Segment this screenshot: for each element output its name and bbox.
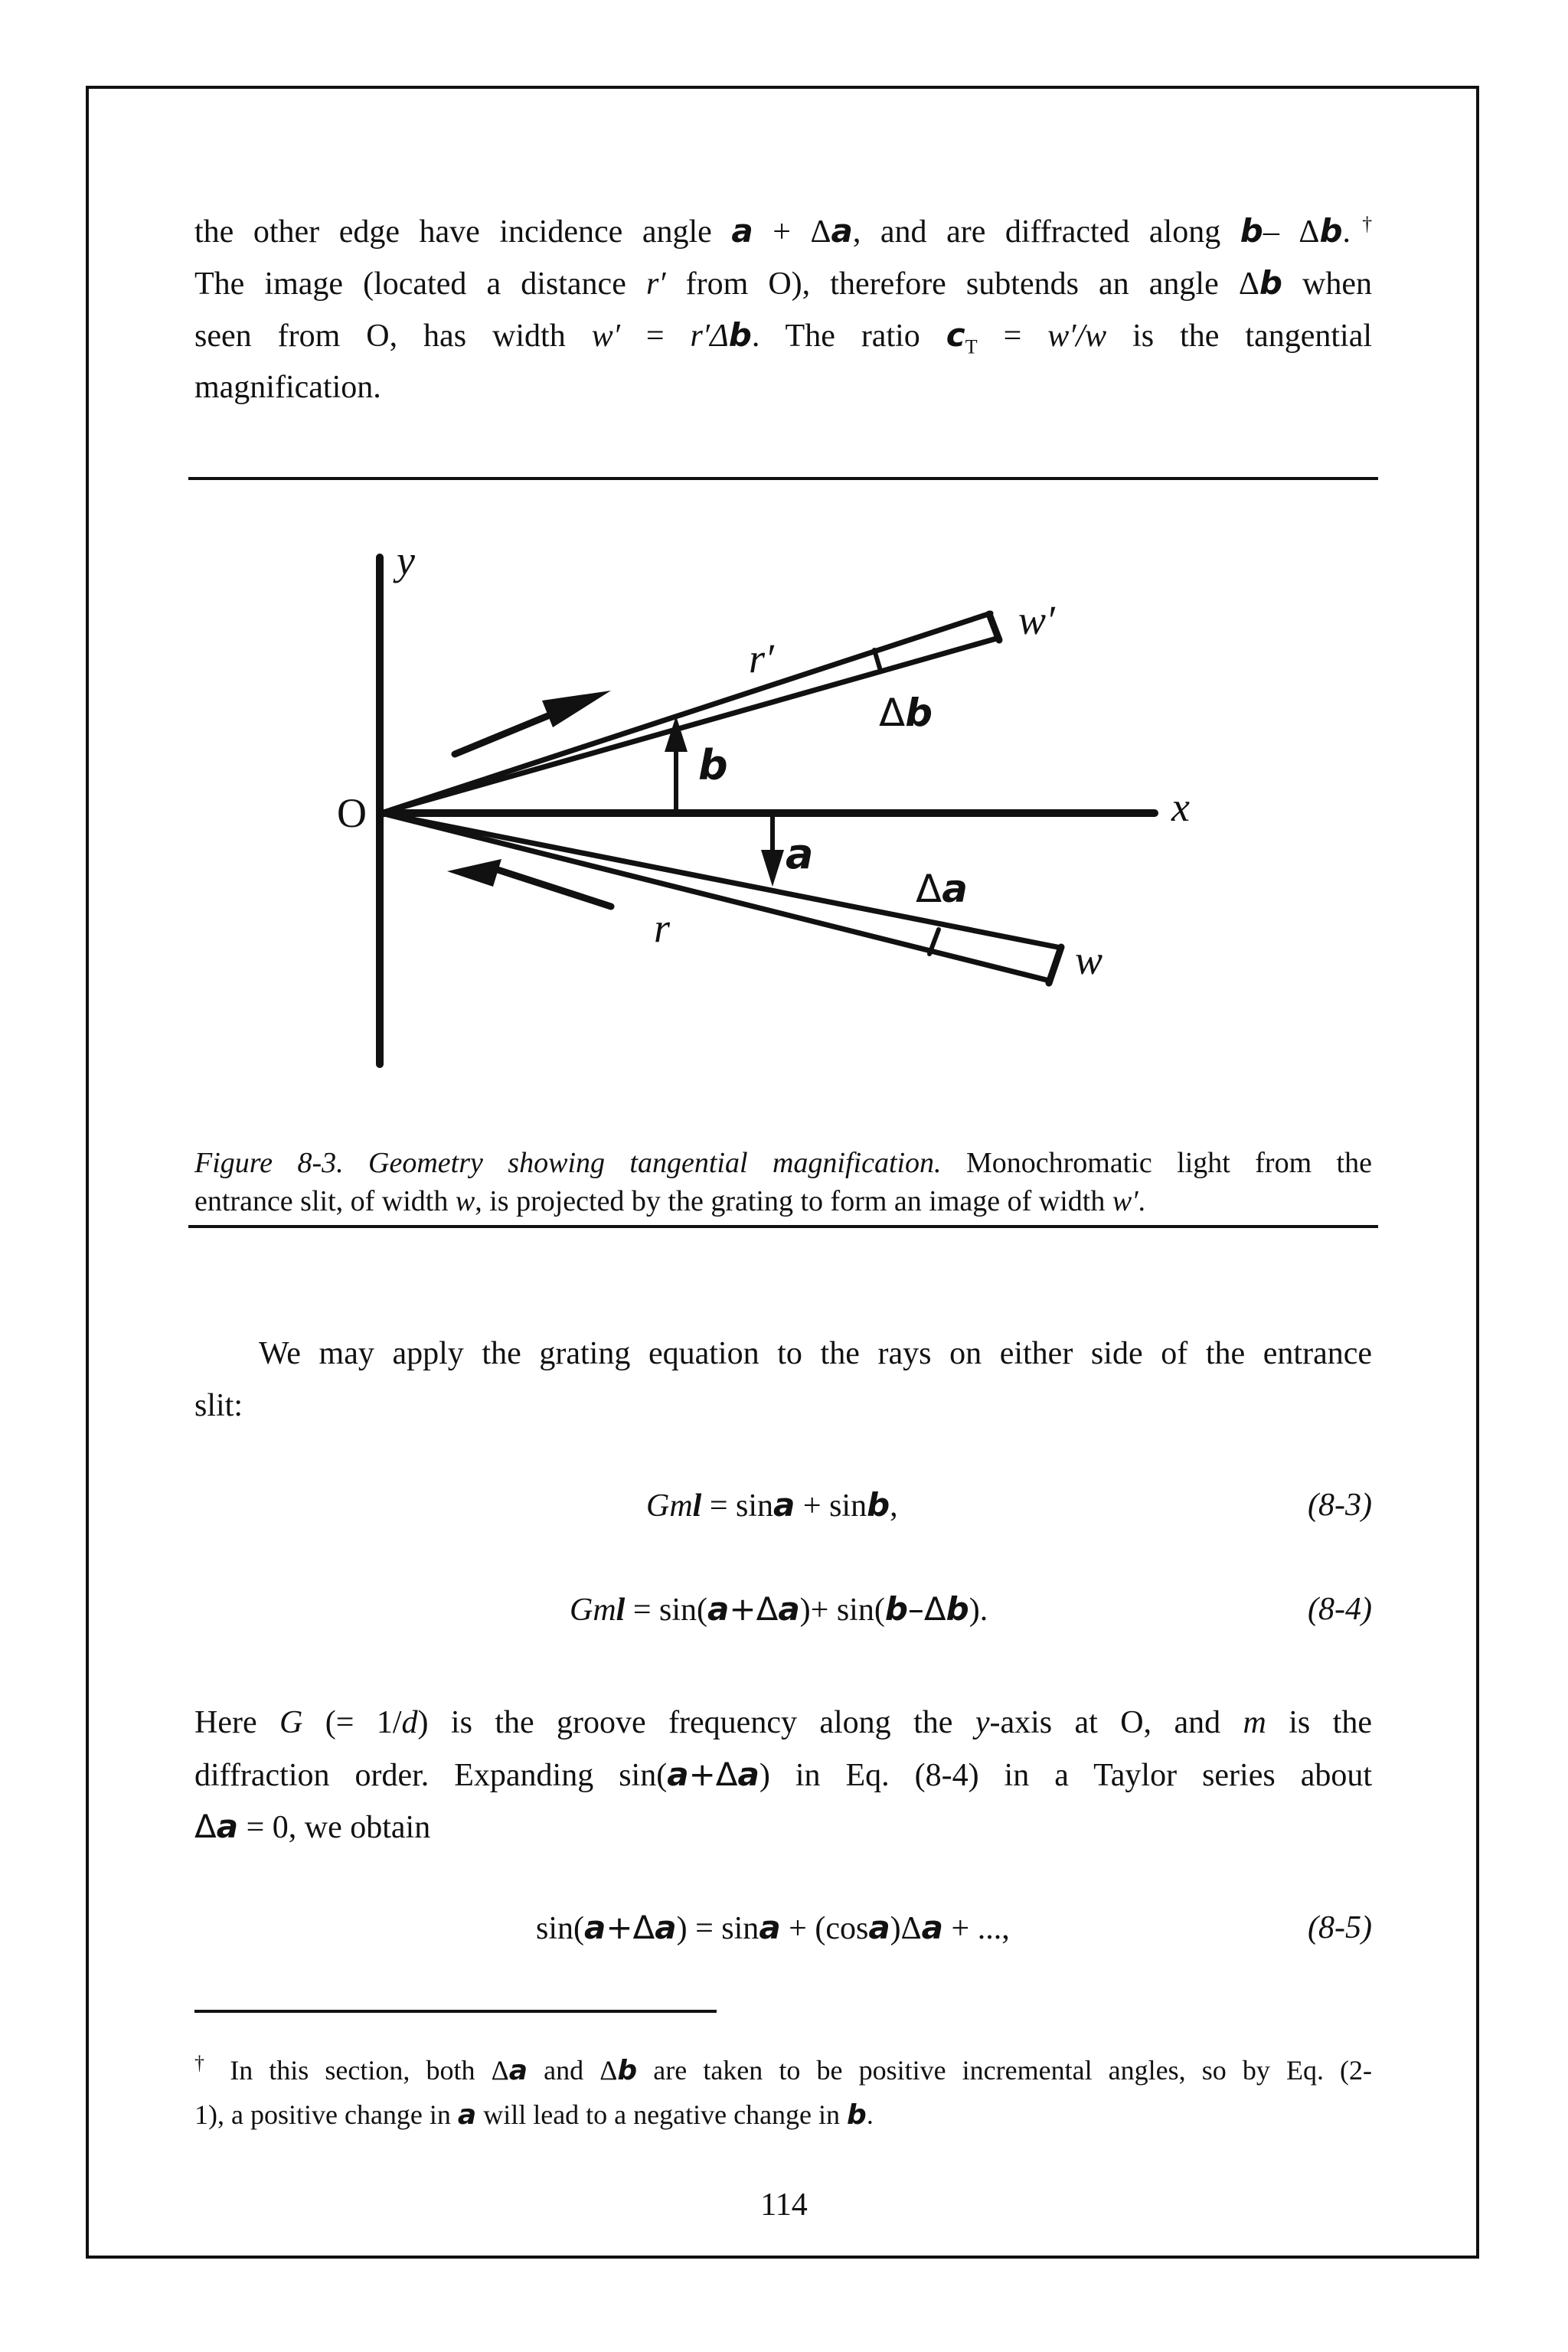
footnote-line1: † In this section, both Δa and Δb are taken to be positive incremental angles, so by Eq. (2-	[194, 2052, 1373, 2086]
para1-line1: the other edge have incidence angle a + Δa, and are diffracted along b– Δb.†	[194, 212, 1373, 250]
w-prime-label: w′	[1018, 597, 1055, 643]
para3-line3: Δa = 0, we obtain	[194, 1808, 431, 1845]
a-label: a	[786, 830, 814, 878]
tangential-magnification-diagram	[0, 0, 1568, 1148]
r-label: r	[654, 905, 671, 951]
equation-8-5: sin(a+Δa) = sina + (cosa)Δa + ...,	[536, 1909, 1010, 1946]
figure-caption-line2: entrance slit, of width w, is projected by the grating to form an image of width w′.	[194, 1185, 1146, 1217]
delta-a-label: Δa	[916, 867, 968, 911]
para2-line1: We may apply the grating equation to the rays on either side of the entrance	[259, 1336, 1372, 1371]
footnote-rule	[194, 2010, 717, 2013]
para3-line2: diffraction order. Expanding sin(a+Δa) in Eq. (8-4) in a Taylor series about	[194, 1756, 1372, 1793]
page-number: 114	[760, 2187, 808, 2223]
equation-8-4: Gml = sin(a+Δa)+ sin(b–Δb).	[570, 1590, 988, 1628]
para2-line2: slit:	[194, 1388, 243, 1423]
para1-line2: The image (located a distance r′ from O), therefore subtends an angle Δb when	[194, 264, 1373, 302]
b-label: b	[698, 741, 728, 789]
figure-bottom-rule	[188, 1225, 1378, 1228]
para1-line4: magnification.	[194, 370, 381, 405]
x-axis-label: x	[1171, 784, 1190, 830]
incident-direction-head	[542, 691, 611, 727]
r-prime-label: r′	[749, 635, 774, 681]
delta-b-tick	[874, 650, 880, 671]
diffracted-direction-head	[447, 859, 501, 887]
w-label: w	[1075, 937, 1103, 983]
y-axis-label: y	[397, 537, 415, 583]
origin-label: O	[337, 790, 367, 836]
equation-8-4-number: (8-4)	[1308, 1592, 1372, 1627]
figure-caption-line1: Figure 8-3. Geometry showing tangential magnification. Monochromatic light from the	[194, 1147, 1372, 1179]
para1-line3: seen from O, has width w′ = r′Δb. The ratio $c_T = w'/w$ is the tangential	[194, 316, 1373, 358]
footnote-line2: 1), a positive change in a will lead to a negative change in b.	[194, 2099, 874, 2131]
equation-8-3-number: (8-3)	[1308, 1488, 1372, 1523]
diffracted-direction-shaft	[498, 870, 611, 906]
alpha-arrow-head	[761, 850, 784, 887]
equation-8-5-number: (8-5)	[1308, 1910, 1372, 1945]
image-width-w-prime	[989, 614, 999, 640]
para3-line1: Here G (= 1/d) is the groove frequency along the y-axis at O, and m is the	[194, 1705, 1372, 1740]
equation-8-3: Gml = sina + sinb,	[646, 1486, 898, 1524]
slit-width-w	[1049, 947, 1061, 983]
delta-b-label: Δb	[879, 691, 933, 735]
